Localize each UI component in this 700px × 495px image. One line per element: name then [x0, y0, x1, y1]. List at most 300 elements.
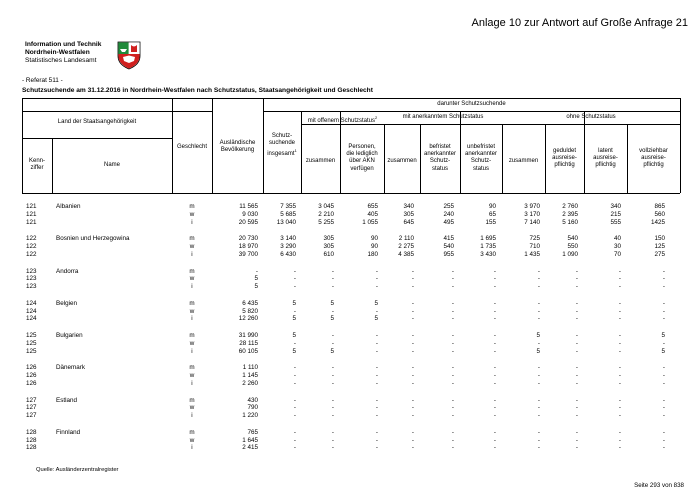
row-value: 1 145	[242, 372, 258, 380]
row-value: -	[537, 299, 540, 307]
row-value: -	[575, 332, 578, 339]
row-value: -	[493, 364, 496, 372]
row-value: 5	[292, 299, 296, 307]
row-geschlecht: w	[189, 436, 195, 444]
row-value: -	[411, 347, 414, 355]
row-value: -	[662, 404, 665, 412]
row-value: -	[331, 307, 334, 315]
row-value: 415	[443, 235, 454, 243]
row-geschlecht: m	[189, 396, 195, 404]
row-value: -	[331, 396, 334, 404]
row-value: 1 055	[362, 218, 378, 226]
row-value: -	[331, 404, 334, 412]
row-value: 9 030	[242, 210, 258, 218]
row-value: -	[537, 275, 540, 283]
row-value: -	[618, 372, 621, 380]
row-kennziffer: 127	[26, 396, 37, 404]
row-value: -	[451, 315, 454, 323]
row-value: 1 220	[242, 412, 258, 420]
row-value: -	[493, 315, 496, 323]
row-value: -	[293, 428, 296, 436]
header-geschlecht: Geschlecht	[176, 144, 207, 150]
row-value: -	[618, 412, 621, 420]
row-value: -	[575, 283, 578, 291]
row-value: 790	[247, 404, 258, 412]
row-value: 765	[247, 428, 258, 436]
row-value: 5 820	[242, 307, 258, 315]
row-value: 30	[613, 243, 621, 251]
row-value: -	[575, 307, 578, 315]
row-value: -	[662, 267, 665, 275]
row-value: -	[537, 404, 540, 412]
row-geschlecht: m	[189, 332, 195, 339]
row-value: 13 040	[276, 218, 296, 226]
row-value: 3 290	[280, 243, 296, 251]
row-value: 5 685	[280, 210, 296, 218]
row-kennziffer: 125	[26, 332, 37, 339]
table-title: Schutzsuchende am 31.12.2016 in Nordrhein-Westfalen nach Schutzstatus, Staatsangehörigkeit und Geschlecht	[22, 87, 373, 94]
row-value: -	[537, 412, 540, 420]
row-value: -	[575, 372, 578, 380]
row-value: 155	[485, 218, 496, 226]
row-value: -	[493, 396, 496, 404]
row-value: -	[331, 444, 334, 452]
row-geschlecht: i	[191, 250, 193, 258]
org-name	[25, 41, 101, 65]
row-value: 610	[323, 250, 334, 258]
row-value: 7 355	[280, 203, 296, 210]
table-rule	[22, 193, 680, 194]
row-value: 215	[610, 210, 621, 218]
row-value: -	[375, 364, 378, 372]
row-value: -	[411, 404, 414, 412]
row-value: 5	[254, 283, 258, 291]
row-value: -	[375, 267, 378, 275]
row-value: -	[411, 372, 414, 380]
row-value: -	[575, 339, 578, 347]
row-geschlecht: w	[189, 372, 195, 380]
row-geschlecht: w	[189, 339, 195, 347]
row-value: -	[575, 275, 578, 283]
row-kennziffer: 124	[26, 307, 37, 315]
row-value: -	[331, 267, 334, 275]
row-value: -	[493, 404, 496, 412]
row-value: -	[411, 379, 414, 387]
row-country-name: Dänemark	[56, 364, 86, 372]
row-kennziffer: 122	[26, 250, 37, 258]
footnote-mark: 1	[294, 148, 297, 154]
row-geschlecht: w	[189, 243, 195, 251]
row-value: -	[451, 283, 454, 291]
row-value: -	[575, 404, 578, 412]
row-country-name: Andorra	[56, 267, 79, 275]
row-value: 645	[403, 218, 414, 226]
row-value: -	[537, 307, 540, 315]
header-land: Land der Staatsangehörigkeit	[57, 119, 137, 125]
row-value: -	[411, 444, 414, 452]
row-value: -	[331, 332, 334, 339]
row-value: 180	[367, 250, 378, 258]
row-value: -	[537, 267, 540, 275]
row-value: -	[451, 372, 454, 380]
row-value: 2 760	[562, 203, 578, 210]
row-value: -	[662, 396, 665, 404]
table-rule	[22, 98, 680, 99]
table-rule	[22, 138, 172, 139]
row-value: -	[618, 307, 621, 315]
row-value: 150	[654, 235, 665, 243]
row-value: -	[375, 404, 378, 412]
row-value: -	[375, 444, 378, 452]
row-geschlecht: i	[191, 283, 193, 291]
row-geschlecht: i	[191, 444, 193, 452]
row-value: 655	[367, 203, 378, 210]
row-value: 4 385	[398, 250, 414, 258]
row-value: -	[537, 315, 540, 323]
row-kennziffer: 123	[26, 283, 37, 291]
row-value: 3 970	[524, 203, 540, 210]
footnote-mark: 2	[375, 115, 378, 120]
row-value: 40	[613, 235, 621, 243]
row-value: -	[618, 364, 621, 372]
row-value: -	[411, 275, 414, 283]
row-geschlecht: i	[191, 315, 193, 323]
row-value: 20 595	[238, 218, 258, 226]
row-value: -	[411, 332, 414, 339]
row-value: 2 210	[318, 210, 334, 218]
row-kennziffer: 122	[26, 243, 37, 251]
row-value: -	[618, 332, 621, 339]
row-value: 5	[330, 299, 334, 307]
row-value: -	[575, 396, 578, 404]
row-value: 275	[654, 250, 665, 258]
header-offenem: mit offenem Schutzstatus$^2$	[307, 115, 378, 124]
row-geschlecht: m	[189, 428, 195, 436]
row-value: -	[451, 396, 454, 404]
row-value: -	[575, 428, 578, 436]
row-value: -	[575, 412, 578, 420]
row-value: 305	[323, 243, 334, 251]
row-value: -	[375, 372, 378, 380]
row-value: -	[575, 379, 578, 387]
row-value: -	[331, 283, 334, 291]
row-value: 2 275	[398, 243, 414, 251]
row-value: -	[493, 283, 496, 291]
row-value: 3 430	[480, 250, 496, 258]
row-country-name: Bulgarien	[56, 332, 83, 339]
row-value: 1 735	[480, 243, 496, 251]
row-value: -	[375, 396, 378, 404]
row-value: 305	[403, 210, 414, 218]
row-value: 90	[370, 235, 378, 243]
row-value: -	[493, 332, 496, 339]
row-country-name: Belgien	[56, 299, 78, 307]
row-value: -	[575, 315, 578, 323]
row-value: -	[662, 379, 665, 387]
row-geschlecht: i	[191, 347, 193, 355]
row-value: -	[662, 339, 665, 347]
row-value: -	[293, 396, 296, 404]
row-value: 2 415	[242, 444, 258, 452]
row-value: -	[411, 307, 414, 315]
row-value: 305	[323, 235, 334, 243]
row-value: -	[451, 332, 454, 339]
row-kennziffer: 128	[26, 428, 37, 436]
header-darunter: darunter Schutzsuchende	[437, 101, 506, 107]
row-value: -	[451, 412, 454, 420]
row-value: -	[618, 404, 621, 412]
source-note: Quelle: Ausländerzentralregister	[36, 467, 119, 473]
row-value: 1 090	[562, 250, 578, 258]
row-value: -	[375, 339, 378, 347]
row-value: 90	[488, 203, 496, 210]
row-value: -	[537, 444, 540, 452]
header-zusammen: zusammen	[387, 158, 417, 164]
row-value: -	[493, 412, 496, 420]
row-value: 865	[654, 203, 665, 210]
row-geschlecht: w	[189, 307, 195, 315]
row-value: -	[451, 267, 454, 275]
header-geduldet: geduldet ausreise- pflichtig	[552, 148, 577, 169]
row-value: -	[331, 339, 334, 347]
row-value: 3 170	[524, 210, 540, 218]
row-value: -	[451, 275, 454, 283]
row-geschlecht: i	[191, 379, 193, 387]
row-value: 5	[292, 347, 296, 355]
referat-label: - Referat 511 -	[22, 77, 63, 84]
row-kennziffer: 121	[26, 210, 37, 218]
row-value: 1 435	[524, 250, 540, 258]
header-zusammen: zusammen	[305, 158, 336, 164]
table-rule	[22, 98, 23, 193]
row-value: 7 140	[524, 218, 540, 226]
row-value: 540	[567, 235, 578, 243]
row-value: -	[537, 379, 540, 387]
row-country-name: Bosnien und Herzegowina	[56, 235, 130, 243]
row-value: -	[662, 428, 665, 436]
row-value: 560	[654, 210, 665, 218]
row-value: -	[537, 372, 540, 380]
row-geschlecht: m	[189, 235, 195, 243]
row-value: -	[451, 436, 454, 444]
row-value: -	[331, 412, 334, 420]
row-geschlecht: m	[189, 299, 195, 307]
header-befristet: befristet anerkannter Schutz- status	[423, 144, 457, 172]
row-value: -	[293, 379, 296, 387]
row-value: -	[662, 315, 665, 323]
row-value: -	[293, 412, 296, 420]
row-kennziffer: 123	[26, 267, 37, 275]
header-personen: Personen, die lediglich über AKN verfügen	[346, 144, 378, 172]
row-value: -	[537, 396, 540, 404]
row-value: 6 435	[242, 299, 258, 307]
row-value: 1 110	[242, 364, 258, 372]
row-value: 125	[654, 243, 665, 251]
row-country-name: Finnland	[56, 428, 81, 436]
row-value: -	[293, 339, 296, 347]
row-value: -	[618, 396, 621, 404]
row-kennziffer: 128	[26, 436, 37, 444]
row-value: 540	[443, 243, 454, 251]
row-value: 5	[254, 275, 258, 283]
row-value: 1 695	[480, 235, 496, 243]
row-country-name: Albanien	[56, 203, 81, 210]
row-value: -	[618, 339, 621, 347]
row-geschlecht: i	[191, 218, 193, 226]
table-rule	[263, 111, 680, 112]
row-value: -	[662, 364, 665, 372]
row-value: 60 105	[238, 347, 258, 355]
header-schutzsuchende: Schutz- suchende insgesamt$^1$	[267, 133, 297, 158]
row-value: -	[618, 283, 621, 291]
header-kennziffer: Kenn- ziffer	[28, 158, 45, 172]
row-value: -	[662, 275, 665, 283]
row-geschlecht: w	[189, 275, 195, 283]
row-value: 39 700	[238, 250, 258, 258]
org-line3: Statistisches Landesamt	[25, 57, 97, 64]
row-value: -	[537, 339, 540, 347]
row-value: -	[451, 444, 454, 452]
row-value: -	[493, 267, 496, 275]
header-name: Name	[103, 162, 120, 168]
row-kennziffer: 126	[26, 364, 37, 372]
row-value: -	[493, 339, 496, 347]
row-value: -	[662, 299, 665, 307]
row-value: -	[293, 267, 296, 275]
row-value: -	[375, 428, 378, 436]
row-value: 240	[443, 210, 454, 218]
row-value: -	[618, 379, 621, 387]
row-value: -	[411, 412, 414, 420]
row-value: -	[451, 379, 454, 387]
row-value: -	[493, 372, 496, 380]
row-geschlecht: m	[189, 364, 195, 372]
row-country-name: Estland	[56, 396, 78, 404]
row-value: 5	[374, 299, 378, 307]
row-value: -	[451, 347, 454, 355]
row-kennziffer: 125	[26, 339, 37, 347]
row-value: 5	[374, 315, 378, 323]
row-value: -	[618, 347, 621, 355]
row-value: 1425	[650, 218, 665, 226]
row-value: -	[451, 307, 454, 315]
row-value: 955	[443, 250, 454, 258]
anlage-title: Anlage 10 zur Antwort auf Große Anfrage 21	[471, 17, 688, 29]
row-value: -	[662, 412, 665, 420]
row-value: -	[662, 283, 665, 291]
row-value: -	[537, 436, 540, 444]
row-value: 20 730	[238, 235, 258, 243]
row-value: 90	[370, 243, 378, 251]
row-value: -	[493, 275, 496, 283]
row-value: -	[493, 307, 496, 315]
row-value: -	[493, 436, 496, 444]
row-value: -	[411, 364, 414, 372]
row-value: 495	[443, 218, 454, 226]
row-value: -	[575, 364, 578, 372]
header-unbefristet: unbefristet anerkannter Schutz- status	[464, 144, 498, 172]
row-geschlecht: i	[191, 412, 193, 420]
row-value: -	[411, 436, 414, 444]
row-value: 5	[292, 315, 296, 323]
row-value: -	[493, 428, 496, 436]
row-value: 5	[292, 332, 296, 339]
row-value: -	[575, 299, 578, 307]
row-value: -	[331, 364, 334, 372]
row-value: 65	[488, 210, 496, 218]
row-value: -	[537, 364, 540, 372]
row-value: 550	[567, 243, 578, 251]
row-value: 18 970	[238, 243, 258, 251]
row-value: -	[537, 428, 540, 436]
row-value: 3 140	[280, 235, 296, 243]
row-value: -	[293, 364, 296, 372]
row-value: -	[575, 444, 578, 452]
row-value: 11 565	[239, 203, 258, 210]
row-value: -	[662, 444, 665, 452]
row-value: -	[493, 379, 496, 387]
row-kennziffer: 127	[26, 404, 37, 412]
header-auslaendische: Ausländische Bevölkerung	[219, 140, 256, 154]
row-value: -	[618, 275, 621, 283]
row-kennziffer: 127	[26, 412, 37, 420]
row-value: -	[375, 436, 378, 444]
row-value: 1 645	[242, 436, 258, 444]
row-kennziffer: 128	[26, 444, 37, 452]
row-value: -	[411, 267, 414, 275]
row-value: -	[662, 307, 665, 315]
row-value: 2 110	[398, 235, 414, 243]
row-value: 5 255	[318, 218, 334, 226]
row-value: 6 430	[280, 250, 296, 258]
row-value: 405	[367, 210, 378, 218]
row-value: 5	[330, 315, 334, 323]
row-value: -	[493, 299, 496, 307]
row-value: -	[451, 364, 454, 372]
row-value: -	[411, 396, 414, 404]
row-kennziffer: 124	[26, 315, 37, 323]
row-value: -	[375, 283, 378, 291]
row-value: -	[411, 299, 414, 307]
row-value: 70	[613, 250, 621, 258]
row-value: -	[411, 339, 414, 347]
row-value: -	[411, 283, 414, 291]
row-geschlecht: m	[189, 267, 195, 275]
row-value: 725	[529, 235, 540, 243]
row-value: -	[331, 436, 334, 444]
header-anerkanntem: mit anerkanntem Schutzstatus	[402, 114, 484, 120]
row-value: 5	[330, 347, 334, 355]
page-number: Seite 293 von 838	[634, 482, 684, 489]
row-value: -	[293, 444, 296, 452]
row-value: -	[293, 372, 296, 380]
row-value: -	[662, 372, 665, 380]
row-value: -	[375, 412, 378, 420]
row-value: -	[331, 379, 334, 387]
row-value: 2 260	[242, 379, 258, 387]
row-value: -	[618, 436, 621, 444]
row-value: 5	[536, 332, 540, 339]
row-value: -	[618, 428, 621, 436]
row-value: 28 115	[239, 339, 258, 347]
row-value: -	[375, 275, 378, 283]
row-value: 710	[529, 243, 540, 251]
row-kennziffer: 126	[26, 372, 37, 380]
row-value: -	[331, 372, 334, 380]
row-value: -	[375, 379, 378, 387]
org-line2: Nordrhein-Westfalen	[25, 49, 90, 56]
row-kennziffer: 121	[26, 218, 37, 226]
